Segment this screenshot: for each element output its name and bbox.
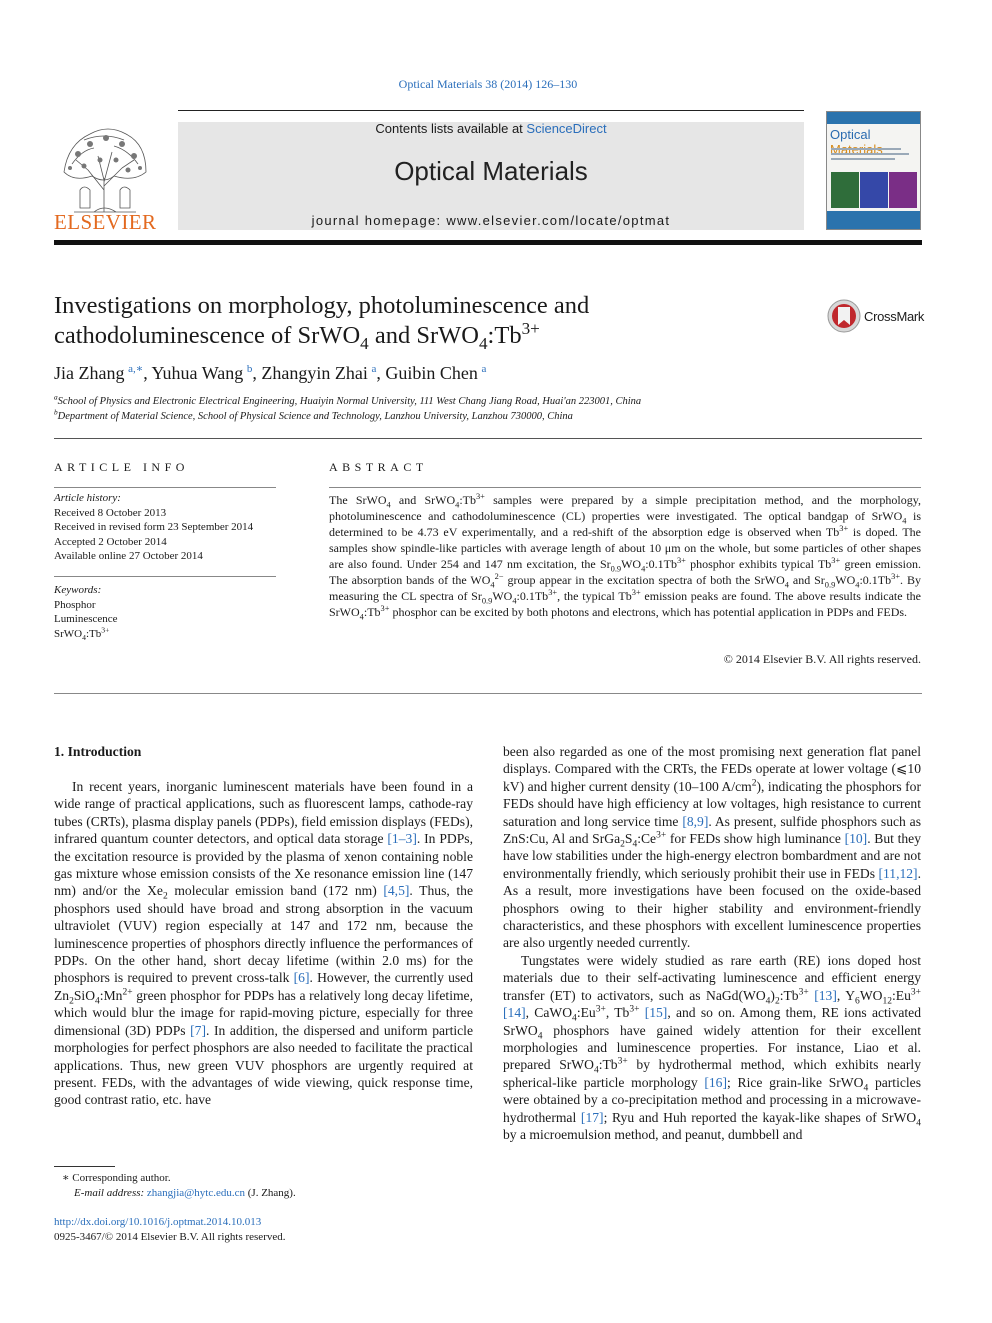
title-sup: 3+ xyxy=(521,318,540,338)
article-title xyxy=(54,291,754,351)
reference-link[interactable]: [14] xyxy=(503,1005,526,1021)
keyword: Phosphor xyxy=(54,598,96,611)
text: WO xyxy=(492,589,513,603)
reference-link[interactable]: [11,12] xyxy=(878,865,918,881)
body-paragraph xyxy=(503,952,921,1143)
cover-image xyxy=(860,172,888,208)
text: :Tb xyxy=(459,493,476,507)
author-name[interactable]: Zhangyin Zhai xyxy=(261,363,368,383)
title-sub: 4 xyxy=(360,333,369,353)
sub: 0.9 xyxy=(481,596,493,606)
affiliation-mark: b xyxy=(54,407,58,417)
divider xyxy=(54,693,922,694)
text: , Y xyxy=(836,987,856,1003)
text: . However, the currently used Zn xyxy=(54,970,473,1003)
text: S xyxy=(624,831,633,847)
author-name[interactable]: Jia Zhang xyxy=(54,363,125,383)
reference-link[interactable]: [17] xyxy=(580,1109,604,1125)
cover-text-line xyxy=(831,158,895,160)
title-line-1: Investigations on morphology, photoluminescence and xyxy=(54,292,590,319)
sub: 6 xyxy=(855,996,860,1007)
text: , and so on. Among them, RE ions activated SrWO xyxy=(503,1005,922,1038)
text: been also regarded as one of the most promising next generation flat panel displays. Compared with the CRTs, the FEDs operate at lower voltage (⩽10 kV) and higher current density (10–100 A/cm xyxy=(503,744,921,794)
article-history xyxy=(54,491,253,564)
sup: 3+ xyxy=(831,556,841,565)
cover-text-line xyxy=(831,148,901,150)
text: molecular emission band (172 nm) xyxy=(167,883,384,899)
text: WO xyxy=(621,557,642,571)
divider xyxy=(54,487,276,488)
sub: 4 xyxy=(632,839,638,850)
sub: 4 xyxy=(916,1118,921,1129)
text: . Thus, the phosphors used should have broad and strong absorption in the vacuum ultraviolet (VUV) region especially at 147 and 172 nm, because the luminescence properties of phosphors directly influence the performances of PDPs. On the other hand, short decay lifetime (within 2.0 ms) for the phosphors is required to prevent cross-talk xyxy=(54,883,473,986)
sub: 12 xyxy=(882,996,892,1007)
header-bottom-rule xyxy=(54,240,922,245)
cover-text-line xyxy=(831,153,909,155)
sup: 3+ xyxy=(595,1004,606,1015)
sub: 4 xyxy=(386,500,391,510)
cover-bottom-band xyxy=(827,211,920,229)
text: ; Ryu and Huh reported the kayak-like shapes of SrWO xyxy=(603,1109,917,1125)
text: WO xyxy=(859,987,883,1003)
text: :Eu xyxy=(576,1005,596,1021)
abstract-paragraph xyxy=(329,492,921,620)
divider xyxy=(54,438,922,439)
body-column-left xyxy=(54,778,473,1109)
sub: 4 xyxy=(855,580,860,590)
divider xyxy=(329,487,921,488)
affiliation-b xyxy=(54,407,573,422)
sup: 3+ xyxy=(631,588,641,597)
keyword-text: :Tb xyxy=(85,627,102,640)
text: phosphors have gained widely attention for their excellent morphologies and luminescence properties. For instance, Liao et al. prepared SrWO xyxy=(503,1022,921,1073)
journal-citation[interactable] xyxy=(0,77,976,92)
text: ; Rice grain-like SrWO xyxy=(727,1074,864,1090)
section-heading-introduction: 1. Introduction xyxy=(54,744,142,759)
body-paragraph xyxy=(503,743,921,952)
affiliation-mark: a xyxy=(54,392,58,402)
text: samples were prepared by a simple precipitation method, and the morphology, photoluminescence and cathodoluminescence (CL) properties were investigated. The optical bandgap of SrWO xyxy=(329,493,921,523)
sub: 4 xyxy=(95,996,100,1007)
keyword-text: SrWO xyxy=(54,627,83,640)
title-text: :Tb xyxy=(487,322,522,349)
keyword-sub: 4 xyxy=(82,632,86,642)
journal-cover-thumbnail[interactable] xyxy=(826,111,921,230)
text: by a microemulsion method, and peanut, dumbbell and xyxy=(503,1126,803,1142)
text: :0.1Tb xyxy=(859,573,892,587)
text: by hydrothermal method, which exhibits nearly spherical-like particle morphology xyxy=(503,1057,921,1090)
affiliation-text: Department of Material Science, School of Physical Science and Technology, Lanzhou University, Lanzhou 730000, China xyxy=(57,411,573,422)
affiliation-text: School of Physics and Electronic Electrical Engineering, Huaiyin Normal University, 111 West Chang Jiang Road, Huai'an 223001, China xyxy=(57,396,642,407)
email-label: E-mail address: xyxy=(74,1187,147,1199)
text: SiO xyxy=(73,987,96,1003)
sup: 3+ xyxy=(798,987,809,998)
copyright-notice: © 2014 Elsevier B.V. All rights reserved. xyxy=(723,652,921,666)
title-text: and SrWO xyxy=(368,322,479,349)
doi[interactable] xyxy=(54,1216,261,1228)
author-name[interactable]: Guibin Chen xyxy=(385,363,478,383)
contents-line xyxy=(178,121,804,136)
title-text: cathodoluminescence of SrWO xyxy=(54,322,361,349)
sup: 3+ xyxy=(617,1056,628,1067)
reference-link[interactable]: [6] xyxy=(293,970,310,986)
sub: 2 xyxy=(162,892,168,903)
author-affil-mark[interactable]: b xyxy=(246,363,253,375)
sub: 4 xyxy=(593,1066,599,1077)
footnote-rule xyxy=(54,1166,115,1167)
sup: 3+ xyxy=(629,1004,640,1015)
doi-link[interactable]: http://dx.doi.org/10.1016/j.optmat.2014.10.013 xyxy=(54,1216,262,1228)
cover-top-band xyxy=(827,112,920,124)
email-suffix: (J. Zhang). xyxy=(245,1187,296,1199)
sup: 3+ xyxy=(676,556,686,565)
text: . By measuring the CL spectra of Sr xyxy=(329,573,921,603)
elsevier-wordmark: ELSEVIER xyxy=(54,210,157,234)
sciencedirect-link[interactable]: ScienceDirect xyxy=(526,121,607,136)
sup: 3+ xyxy=(380,604,390,613)
abstract-body xyxy=(329,492,921,620)
journal-homepage[interactable]: journal homepage: www.elsevier.com/locate/optmat xyxy=(311,213,671,228)
text: In recent years, inorganic luminescent materials have been found in a wide range of practical applications, such as fluorescent lamps, cathode-ray tubes (CRTs), plasma display panels (PDPs), field emission displays (FEDs), infrared quantum counter detectors, and optical data storage xyxy=(54,779,473,847)
divider xyxy=(54,576,276,577)
sub: 0.9 xyxy=(824,580,836,590)
text: . But they have low stabilities under the high-energy electron bombardment and are not environmentally friendly, which seriously prohibit their use in FEDs xyxy=(503,831,922,881)
affiliation-a xyxy=(54,392,642,407)
text: :Ce xyxy=(637,831,657,847)
history-online: Available online 27 October 2014 xyxy=(54,550,203,562)
reference-link[interactable]: [1–3] xyxy=(387,831,417,847)
sub: 4 xyxy=(512,596,517,606)
text: phosphor exhibits typical Tb xyxy=(685,557,832,571)
keyword-sup: 3+ xyxy=(101,624,110,634)
body-column-right xyxy=(503,743,921,1143)
history-accepted: Accepted 2 October 2014 xyxy=(54,535,167,548)
reference-link[interactable]: [7] xyxy=(190,1022,206,1038)
sub: 2 xyxy=(69,996,74,1007)
text: :Tb xyxy=(598,1057,618,1073)
issn-copyright: 0925-3467/© 2014 Elsevier B.V. All rights reserved. xyxy=(54,1231,286,1243)
author-affil-mark[interactable]: a,∗ xyxy=(128,363,144,375)
abstract-heading: ABSTRACT xyxy=(329,460,428,474)
text: , the typical Tb xyxy=(557,589,632,603)
sup: 2− xyxy=(494,572,504,581)
sub: 2 xyxy=(620,839,625,850)
reference-link[interactable]: [15] xyxy=(644,1005,668,1021)
text: and SrWO xyxy=(390,493,456,507)
sub: 4 xyxy=(455,500,460,510)
history-label: Article history: xyxy=(54,492,121,504)
sup: 3+ xyxy=(548,588,558,597)
sub: 4 xyxy=(359,612,364,622)
sup: 2+ xyxy=(122,987,133,998)
text: ), indicating the phosphors for FEDs should have high efficiency at low voltages, high resistance to current saturation and long service time xyxy=(503,778,921,829)
text: . In PDPs, the excitation resource is provided by the plasma of xenon containing noble gas mixture whose emission consists of the Xe resonance emission line (147 nm) and/or the Xe xyxy=(54,831,473,899)
keyword: Luminescence xyxy=(54,613,118,625)
sub: 4 xyxy=(784,580,789,590)
text: :0.1Tb xyxy=(516,589,549,603)
sub: 4 xyxy=(765,996,771,1007)
journal-name: Optical Materials xyxy=(394,156,588,186)
reference-link[interactable]: [16] xyxy=(704,1074,728,1090)
body-paragraph xyxy=(54,778,473,1109)
sup: 3+ xyxy=(891,572,901,581)
reference-link[interactable]: [4,5] xyxy=(383,883,410,899)
email-note xyxy=(74,1187,296,1199)
sup: 3+ xyxy=(839,524,849,533)
author-name[interactable]: Yuhua Wang xyxy=(151,363,244,383)
text: phosphor can be excited by both photons and electrons, which has potential application in PDPs and FEDs. xyxy=(389,605,908,619)
title-sub: 4 xyxy=(478,333,488,353)
text: :Eu xyxy=(891,987,911,1003)
sub: 4 xyxy=(902,516,907,526)
sup: 3+ xyxy=(475,492,485,501)
text: green emission. The absorption bands of the WO xyxy=(329,557,921,587)
keywords xyxy=(54,583,118,641)
history-revised: Received in revised form 23 September 2014 xyxy=(54,521,254,533)
sup: 3+ xyxy=(656,830,667,841)
text: for FEDs show high luminance xyxy=(666,831,845,847)
text: . In addition, the dispersed and uniform particle morphologies for perfect phosphors are also needed to facilitate the practical applications. Thus, new green VUV phosphors are urgently required at present. FEDs, with the advantages of wide viewing, quick response time, good contrast ratio, etc. have xyxy=(54,1022,473,1108)
text: Tungstates were widely studied as rare earth (RE) ions doped host materials due to their self-activating luminescence and efficient energy transfer (ET) to activators, such as NaGd(WO xyxy=(503,952,921,1003)
text: green phosphor for PDPs has a relatively long decay lifetime, which would blur the image for rapid-moving picture, especially for three dimensional (3D) PDPs xyxy=(54,987,473,1038)
sub: 4 xyxy=(863,1083,869,1094)
text: :0.1Tb xyxy=(645,557,677,571)
text: particles were obtained by a co-precipitation method and processing in a microwave-hydrothermal xyxy=(503,1074,921,1125)
sub: 4 xyxy=(641,564,646,574)
email-link[interactable]: zhangjia@hytc.edu.cn xyxy=(146,1187,246,1199)
sub: 0.9 xyxy=(610,564,622,574)
text: WO xyxy=(835,573,856,587)
cover-title-a: Optical xyxy=(830,127,871,142)
text: , Tb xyxy=(605,1005,630,1021)
text: :Tb xyxy=(363,605,381,619)
sub: 2 xyxy=(774,996,780,1007)
citation-link[interactable]: Optical Materials 38 (2014) 126–130 xyxy=(398,77,578,91)
text: :Mn xyxy=(99,987,123,1003)
text: , CaWO xyxy=(525,1005,573,1021)
keyword xyxy=(54,624,118,642)
reference-link[interactable]: [10] xyxy=(844,831,868,847)
reference-link[interactable]: [8,9] xyxy=(682,813,709,829)
crossmark-label[interactable]: CrossMark xyxy=(864,309,925,324)
sup: 3+ xyxy=(910,987,921,998)
reference-link[interactable]: [13] xyxy=(814,987,837,1003)
text: is determined to be 4.73 eV experimentally, and a red-shift of the absorption edge is observed when Tb xyxy=(329,509,922,539)
author-affil-mark[interactable]: a xyxy=(481,363,487,375)
text: is doped. The samples show spindle-like particles with average length of about 10 μm on the whole, but some particles of other shapes are also found. Under 254 and 147 nm excitation, the Sr xyxy=(329,525,921,571)
history-received: Received 8 October 2013 xyxy=(54,506,167,519)
sub: 4 xyxy=(537,1031,543,1042)
contents-prefix: Contents lists available at xyxy=(375,121,527,136)
text: ) xyxy=(770,987,775,1003)
cover-image xyxy=(831,172,859,208)
text: group appear in the excitation spectra of both the SrWO xyxy=(503,573,785,587)
text: . As a result, more investigations have been focused on the oxide-based phosphors owing to their higher stability and environment-friendly characteristics, and these phosphors with excellent luminescence properties are also urgently needed currently. xyxy=(503,865,921,951)
sub: 4 xyxy=(490,580,495,590)
cover-image xyxy=(889,172,917,208)
sub: 4 xyxy=(572,1013,577,1024)
article-info-heading: ARTICLE INFO xyxy=(54,460,189,474)
text: The SrWO xyxy=(329,493,387,507)
text: :Tb xyxy=(779,987,799,1003)
sup: 2 xyxy=(751,778,757,789)
author-affil-mark[interactable]: a xyxy=(371,363,377,375)
corresponding-author-note: ∗ Corresponding author. xyxy=(62,1172,171,1184)
text: emission peaks are found. The above results indicate the SrWO xyxy=(329,589,921,619)
author-list: Jia Zhang $^{a,∗}$, Yuhua Wang $^b$, Zhangyin Zhai $^a$, Guibin Chen $^a$ xyxy=(54,363,487,383)
text: and Sr xyxy=(788,573,825,587)
header-top-rule xyxy=(178,110,804,111)
text: . As present, sulfide phosphors such as ZnS:Cu, Al and SrGa xyxy=(503,813,921,847)
keywords-label: Keywords: xyxy=(54,584,102,596)
